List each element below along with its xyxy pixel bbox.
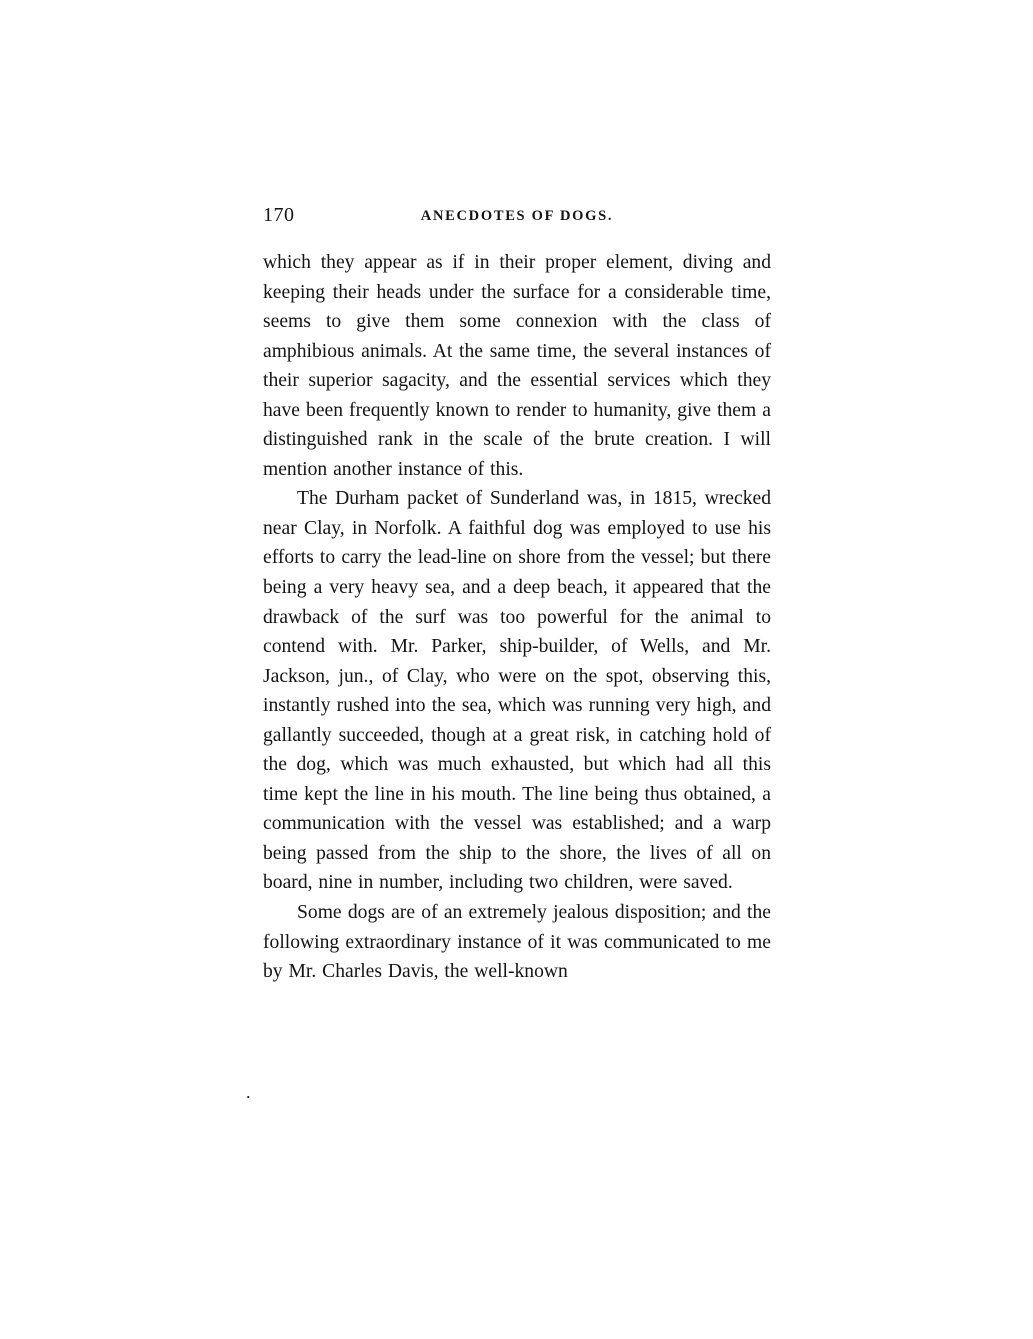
- running-header: [263, 204, 771, 230]
- margin-ink-artifact: .: [246, 1082, 251, 1102]
- body-paragraph: which they appear as if in their proper element, diving and keeping their heads under the surface for a considerable time, seems to give them some connexion with the class of amphibious animals. At the same time, the several instances of their superior sagacity, and the essential services which they have been frequently known to render to humanity, give them a distinguished rank in the scale of the brute creation. I will mention another instance of this.: [263, 252, 771, 480]
- body-paragraph: The Durham packet of Sunderland was, in 1815, wrecked near Clay, in Norfolk. A faithful dog was employed to use his efforts to carry the lead-line on shore from the vessel; but there being a very heavy sea, and a deep beach, it appeared that the drawback of the surf was too powerful for the animal to contend with. Mr. Parker, ship-builder, of Wells, and Mr. Jackson, jun., of Clay, who were on the spot, observing this, instantly rushed into the sea, which was running very high, and gallantly succeeded, though at a great risk, in catching hold of the dog, which was much exhausted, but which had all this time kept the line in his mouth. The line being thus obtained, a communication with the vessel was established; and a warp being passed from the ship to the shore, the lives of all on board, nine in number, including two children, were saved.: [263, 488, 771, 894]
- book-page: [263, 204, 771, 987]
- running-title: ANECDOTES OF DOGS.: [420, 208, 614, 224]
- page-body: [263, 248, 771, 987]
- body-paragraph: Some dogs are of an extremely jealous disposition; and the following extraordinary instance of it was communicated to me by Mr. Charles Davis, the well-known: [263, 902, 771, 983]
- page-number: 170: [263, 204, 295, 226]
